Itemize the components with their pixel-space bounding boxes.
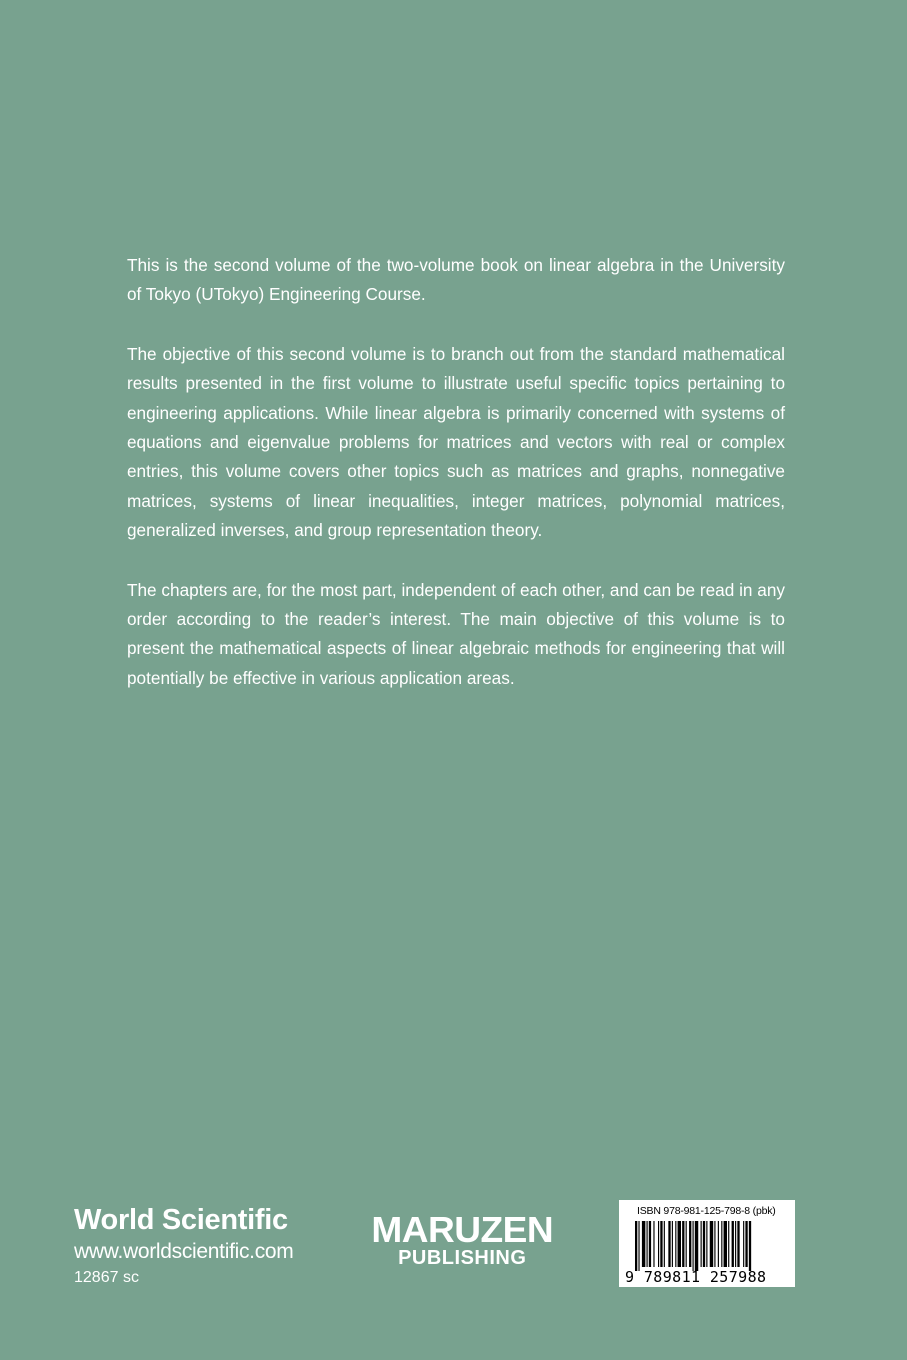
barcode-bar — [660, 1221, 662, 1267]
barcode-bar — [732, 1221, 734, 1267]
barcode-icon — [625, 1221, 791, 1271]
barcode-bar — [701, 1221, 702, 1267]
catalog-code: 12867 sc — [74, 1269, 139, 1286]
blurb-paragraph-1: This is the second volume of the two-volume book on linear algebra in the University of Tokyo (UTokyo) Engineering Course. — [127, 255, 785, 305]
barcode-bar — [658, 1221, 659, 1267]
barcode-bar — [724, 1221, 727, 1267]
barcode-bar — [737, 1221, 739, 1267]
barcode-bar — [735, 1221, 736, 1267]
barcode-bar — [686, 1221, 687, 1267]
barcode-bar — [653, 1221, 654, 1267]
barcode-bar — [721, 1221, 722, 1267]
barcode-bar — [678, 1221, 681, 1267]
barcode-panel — [619, 1200, 795, 1287]
barcode-bar — [749, 1221, 751, 1271]
barcode-bar — [743, 1221, 744, 1267]
barcode-bar — [689, 1221, 691, 1267]
barcode-bar — [649, 1221, 651, 1267]
barcode-bar — [695, 1221, 698, 1271]
barcode-bar — [635, 1221, 637, 1271]
barcode-digits: 9 789811 257988 — [625, 1268, 767, 1286]
barcode-bar — [672, 1221, 673, 1267]
barcode-bar — [693, 1221, 694, 1271]
barcode-bar — [682, 1221, 684, 1267]
barcode-bar — [647, 1221, 648, 1267]
barcode-bar — [728, 1221, 729, 1267]
barcode-bar — [675, 1221, 676, 1267]
copublisher-logo — [371, 1209, 554, 1269]
copublisher-logo-line2: PUBLISHING — [398, 1247, 527, 1269]
barcode-bar — [638, 1221, 639, 1271]
copublisher-logo-line1: MARUZEN — [371, 1209, 554, 1250]
isbn-label: ISBN 978-981-125-798-8 (pbk) — [637, 1205, 776, 1217]
publisher-url: www.worldscientific.com — [74, 1240, 294, 1263]
publisher-name: World Scientific — [74, 1204, 288, 1236]
barcode-bar — [664, 1221, 665, 1267]
barcode-bar — [714, 1221, 715, 1267]
barcode-bar — [745, 1221, 747, 1267]
publisher-block — [74, 1206, 294, 1286]
blurb-paragraph-3: The chapters are, for the most part, independent of each other, and can be read in any order according to the reader’s interest. The main objective of this volume is to present the mathematical aspects of linear algebraic methods for engineering that will potentially be effective in various application areas. — [127, 579, 785, 688]
barcode-bar — [718, 1221, 719, 1267]
barcode-bar — [642, 1221, 645, 1267]
barcode-bar — [710, 1221, 713, 1267]
barcode-bar — [706, 1221, 707, 1267]
blurb-paragraph-2: The objective of this second volume is to branch out from the standard mathematical results presented in the first volume to illustrate useful specific topics pertaining to engineering applications. While linear algebra is primarily concerned with systems of equations and eigenvalue problems for matrices and vectors with real or complex entries, this volume covers other topics such as matrices and graphs, nonnegative matrices, systems of linear inequalities, integer matrices, polynomial matrices, generalized inverses, and group representation theory. — [127, 343, 785, 541]
barcode-bar — [668, 1221, 670, 1267]
barcode-bar — [703, 1221, 705, 1267]
back-cover-blurb — [127, 251, 785, 723]
